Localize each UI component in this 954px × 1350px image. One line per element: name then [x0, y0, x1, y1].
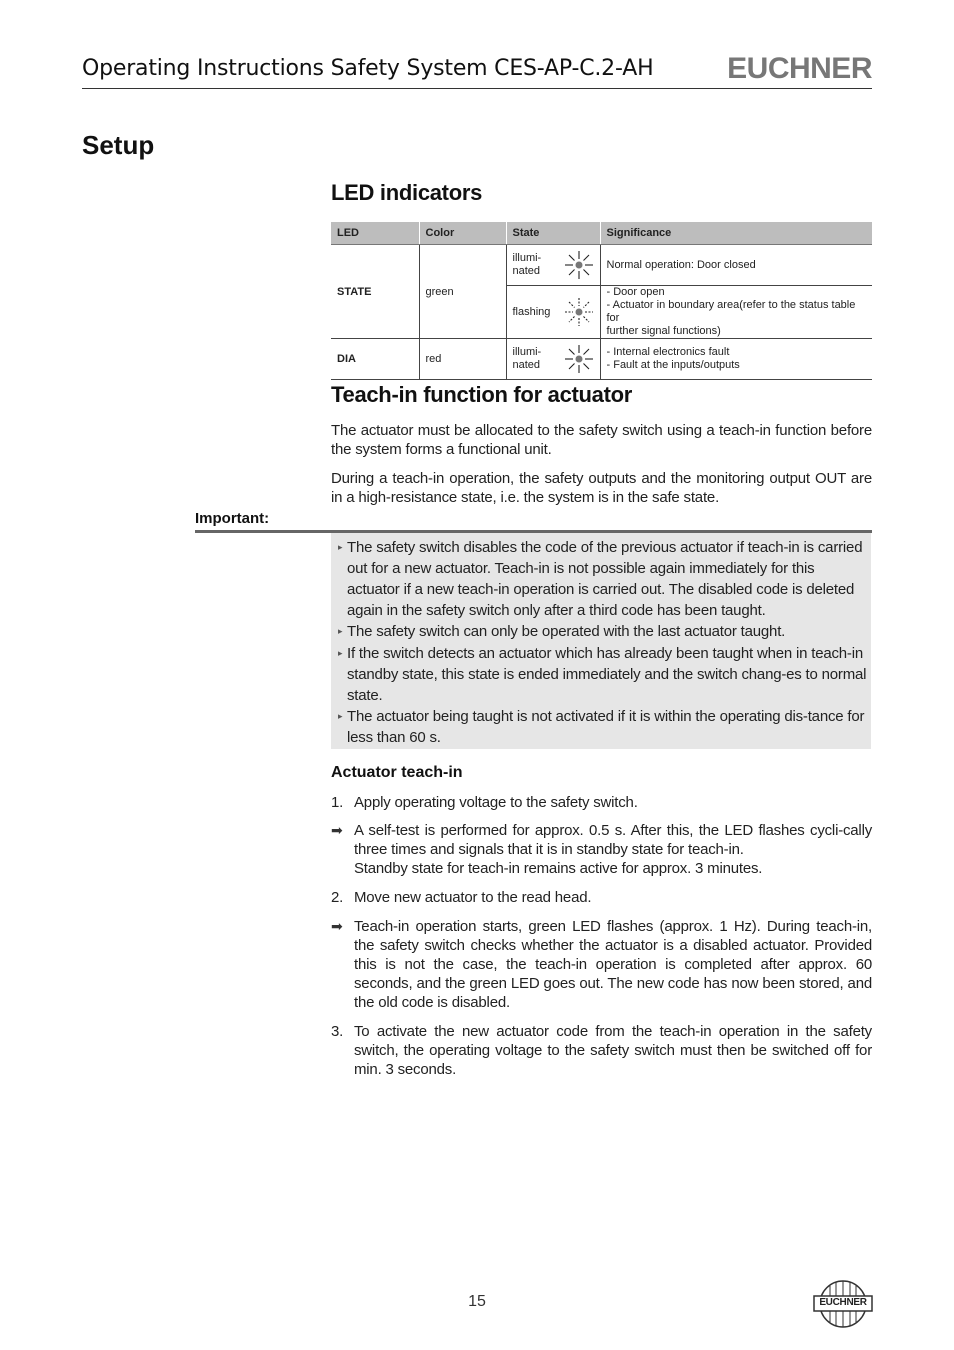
page-header [82, 50, 872, 89]
important-label: Important: [195, 510, 270, 527]
list-item: ▸ If the switch detects an actuator which has already been taught when in teach-in standby state, this state is ended immediately and the switch chang-es to normal state. [338, 645, 867, 704]
led-name-state: STATE [331, 245, 419, 339]
led-illuminated-icon [564, 344, 594, 374]
actuator-teach-in-heading: Actuator teach-in [331, 764, 463, 781]
led-illuminated-icon [564, 250, 594, 280]
bullet-triangle-icon: ▸ [338, 648, 343, 658]
led-table [331, 222, 872, 380]
page-number: 15 [468, 1293, 486, 1310]
table-header-row [331, 222, 872, 245]
led-significance: - Internal electronics fault - Fault at the inputs/outputs [600, 339, 872, 380]
list-item: ▸ The actuator being taught is not activated if it is within the operating dis-tance for less than 60 s. [338, 708, 865, 746]
brand-logo: EUCHNER [727, 52, 872, 85]
list-item: ▸ The safety switch can only be operated with the last actuator taught. [338, 623, 786, 640]
led-indicators-heading: LED indicators [331, 180, 483, 205]
column-header: LED [331, 222, 419, 245]
bullet-triangle-icon: ▸ [338, 542, 343, 552]
led-significance: - Door open - Actuator in boundary area(refer to the status table for further signal functions) [600, 286, 872, 339]
column-header: Color [419, 222, 506, 245]
section-title: Setup [82, 130, 155, 160]
led-flashing-icon [564, 297, 594, 327]
led-color: red [419, 339, 506, 380]
teach-in-heading: Teach-in function for actuator [331, 382, 633, 407]
result-arrow-icon: ➡ [331, 918, 343, 934]
step-3: 3. To activate the new actuator code from the teach-in operation in the safety switch, the operating voltage to the safety switch must then be switched off for min. 3 seconds. [331, 1023, 872, 1078]
column-header: State [506, 222, 600, 245]
led-state: flashing [506, 286, 600, 339]
bullet-triangle-icon: ▸ [338, 626, 343, 636]
bullet-triangle-icon: ▸ [338, 711, 343, 721]
step-2-result: ➡ Teach-in operation starts, green LED flashes (approx. 1 Hz). During teach-in, the safety switch checks whether the actuator is a disabled actuator. Provided this is not the case, the teach-in operation is completed after approx. 60 seconds, and the green LED goes out. The new code has now been stored, and the old code is disabled. [331, 918, 872, 1011]
led-state: illumi- nated [506, 339, 600, 380]
step-1-result: ➡ A self-test is performed for approx. 0.5 s. After this, the LED flashes cycli-cally three times and signals that it is in standby state for teach-in. Standby state for teach-in remains active for approx. 3 minutes. [331, 822, 872, 877]
table-row [331, 245, 872, 286]
led-name-dia: DIA [331, 339, 419, 380]
seal-text: EUCHNER [819, 1297, 867, 1308]
led-color: green [419, 245, 506, 339]
led-state: illumi- nated [506, 245, 600, 286]
led-significance: Normal operation: Door closed [600, 245, 872, 286]
step-1: 1. Apply operating voltage to the safety switch. [331, 794, 638, 811]
column-header: Significance [600, 222, 872, 245]
document-title: Operating Instructions Safety System CES-AP-C.2-AH [82, 56, 654, 81]
list-item: ▸ The safety switch disables the code of the previous actuator if teach-in is carried out for a new actuator. Teach-in is not possible again immediately for this actuator if a new teach-in operation is carried out. The disabled code is deleted again in the safety switch only after a third code has been taught. [338, 539, 863, 619]
result-arrow-icon: ➡ [331, 822, 343, 838]
step-2: 2. Move new actuator to the read head. [331, 889, 592, 906]
teach-in-paragraph: During a teach-in operation, the safety outputs and the monitoring output OUT are in a high-resistance state, i.e. the system is in the safe state. [331, 470, 872, 506]
table-row [331, 339, 872, 380]
teach-in-paragraph: The actuator must be allocated to the safety switch using a teach-in function before the system forms a functional unit. [331, 422, 872, 458]
